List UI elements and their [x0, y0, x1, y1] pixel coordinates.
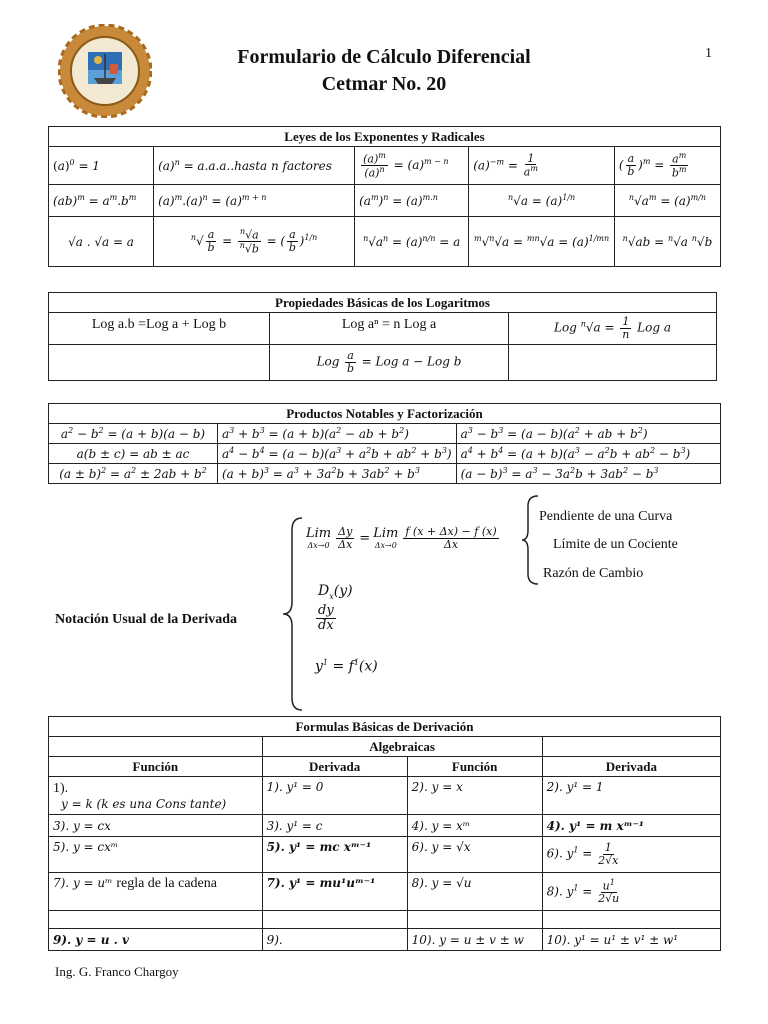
meaning-slope: Pendiente de una Curva	[539, 509, 673, 524]
header-derivative: Derivada	[542, 757, 720, 777]
table-cell: 1). y¹ = 0	[262, 777, 407, 815]
formula-cell: $^n$√ $\frac{a}{b}$ = $\frac{^n√a}{^n√b}$ = ( $\frac{a}{b}$ )$^{1/n}$	[154, 217, 355, 267]
table-cell: 10). y = u ± v ± w	[407, 929, 542, 951]
rule-text: y = k (k es una Cons tante)	[61, 796, 227, 811]
formula-cell: $a^3 + b^3 = (a + b)(a^2$ − ab + $b^2$)	[218, 424, 457, 444]
rule-number: 8).	[546, 884, 563, 898]
footer-author: Ing. G. Franco Chargoy	[55, 964, 179, 979]
school-logo	[58, 24, 152, 118]
empty-cell	[49, 345, 270, 381]
formula-cell: $(ab)^m = a^m.b^m$	[49, 185, 154, 217]
header-derivative: Derivada	[262, 757, 407, 777]
formula-cell: a(b ± c) = ab ± ac	[49, 444, 218, 464]
formula-cell: $^n√a^m = (a)^{m/n}$	[614, 185, 720, 217]
formula-cell: $(a \pm b)^2 = a^2 \pm 2ab + b^2$	[49, 464, 218, 484]
table-cell: 3). y = cx	[49, 815, 263, 837]
empty-cell	[262, 911, 407, 929]
formula-cell: $^m√^n√a = ^{mn}√a = (a)^{1/mn}$	[469, 217, 615, 267]
table-cell: 8). $y^1$ = $\frac{u^1}{2√u}$	[542, 873, 720, 911]
notation-prime: $y^1 = f^1(x)$	[315, 658, 378, 675]
chain-rule-note: regla de la cadena	[116, 876, 217, 891]
page-subtitle: Cetmar No. 20	[321, 73, 447, 95]
table-cell: 7). y¹ = mu¹uᵐ⁻¹	[262, 873, 407, 911]
log-power-rule: Log aⁿ = n Log a	[270, 313, 509, 345]
empty-cell	[49, 737, 263, 757]
formula-cell: $^n√a = (a)^{1/n}$	[469, 185, 615, 217]
products-title: Productos Notables y Factorización	[49, 404, 721, 424]
table-cell: 6). $y^1$ = $\frac{1}{2√x}$	[542, 837, 720, 873]
formula-cell: $(a - b)^3 = a^3 - 3a^2b + 3ab^2 - b^3$	[456, 464, 720, 484]
empty-cell	[542, 737, 720, 757]
table-cell: 3). y¹ = c	[262, 815, 407, 837]
table-cell: 6). y = √x	[407, 837, 542, 873]
notation-dy-dx: $\frac{dy}{dx}$	[318, 603, 334, 633]
derivation-title: Formulas Básicas de Derivación	[49, 717, 721, 737]
formula-cell: $(a)^m.(a)^n = (a)^{m + n}$	[154, 185, 355, 217]
formula-cell: $(a^m)^n = (a)^{m.n}$	[355, 185, 469, 217]
table-cell: 9). y = u . v	[49, 929, 263, 951]
derivation-table	[48, 716, 721, 951]
formula-cell: $a^3 - b^3 = (a - b)(a^2$ + ab + $b^2$)	[456, 424, 720, 444]
formula-cell: ( $\frac{a}{b}$ )$^m$ = $\frac{a^m}{b^m}$	[614, 147, 720, 185]
empty-cell	[542, 911, 720, 929]
table-cell: 4). y = xᵐ	[407, 815, 542, 837]
formula-cell: $a^2 - b^2 = (a + b)(a - b)$	[49, 424, 218, 444]
products-table	[48, 403, 721, 484]
exponents-table	[48, 126, 721, 267]
empty-cell	[407, 911, 542, 929]
formula-cell: $(a)^n$ = a.a.a..hasta n factores	[154, 147, 355, 185]
logarithm-title: Propiedades Básicas de los Logaritmos	[49, 293, 717, 313]
rule-number: 6).	[546, 847, 563, 861]
header-function: Función	[49, 757, 263, 777]
notation-dx: $D_x(y)$	[318, 583, 353, 601]
left-brace-icon	[280, 516, 304, 712]
formula-cell: $\frac{(a)^m}{(a)^n}$ = $(a)^{m - n}$	[355, 147, 469, 185]
table-cell	[49, 873, 263, 911]
limit-definition: Lim Δx→0 $\frac{\Delta y}{\Delta x}$ = Lim Δx→0 $\frac{f (x + \Delta x) - f (x)}{\Delta x}$	[306, 525, 497, 551]
table-cell: 8). y = √u	[407, 873, 542, 911]
table-cell: 5). y¹ = mc xᵐ⁻¹	[262, 837, 407, 873]
formula-cell: $^n$√ab = $^n$√a $^n$√b	[614, 217, 720, 267]
formula-cell: $a^4 - b^4 = (a - b)(a^3 + a^2b + ab^2 + b^3)$	[218, 444, 457, 464]
formula-cell: $(a + b)^3 = a^3 + 3a^2b + 3ab^2 + b^3$	[218, 464, 457, 484]
header-function: Función	[407, 757, 542, 777]
log-root-rule: Log $^n$√a = $\frac{1}{n}$ Log a	[509, 313, 717, 345]
derivation-subtitle: Algebraicas	[262, 737, 542, 757]
right-brace-icon	[520, 494, 542, 586]
rule-text: 7). y = uᵐ	[53, 876, 113, 890]
formula-cell: $a^4 + b^4 = (a + b)(a^3 - a^2b + ab^2 - b^3)$	[456, 444, 720, 464]
formula-cell: $(a)^0 = 1$	[49, 147, 154, 185]
log-product-rule: Log a.b =Log a + Log b	[49, 313, 270, 345]
empty-cell	[509, 345, 717, 381]
formula-cell: √a . √a = a	[49, 217, 154, 267]
rule-number: 1).	[53, 780, 69, 796]
meaning-rate: Razón de Cambio	[543, 566, 644, 581]
meaning-limit: Límite de un Cociente	[553, 537, 678, 552]
formula-cell: $^n√a^n = (a)^{n/n} = a$	[355, 217, 469, 267]
log-quotient-rule: Log $\frac{a}{b}$ = Log a − Log b	[270, 345, 509, 381]
table-cell: 2). y = x	[407, 777, 542, 815]
table-cell: 2). y¹ = 1	[542, 777, 720, 815]
notation-label: Notación Usual de la Derivada	[55, 612, 237, 627]
table-cell: 5). y = cxᵐ	[49, 837, 263, 873]
logarithm-table	[48, 292, 717, 381]
page-title: Formulario de Cálculo Diferencial	[237, 46, 531, 68]
page-number: 1	[705, 46, 712, 61]
exponents-title: Leyes de los Exponentes y Radicales	[49, 127, 721, 147]
empty-cell	[49, 911, 263, 929]
table-cell: 4). y¹ = m xᵐ⁻¹	[542, 815, 720, 837]
table-cell	[49, 777, 263, 815]
table-cell: 9).	[262, 929, 407, 951]
table-cell: 10). y¹ = u¹ ± v¹ ± w¹	[542, 929, 720, 951]
formula-cell: $(a)^{-m}$ = $\frac{1}{a^m}$	[469, 147, 615, 185]
